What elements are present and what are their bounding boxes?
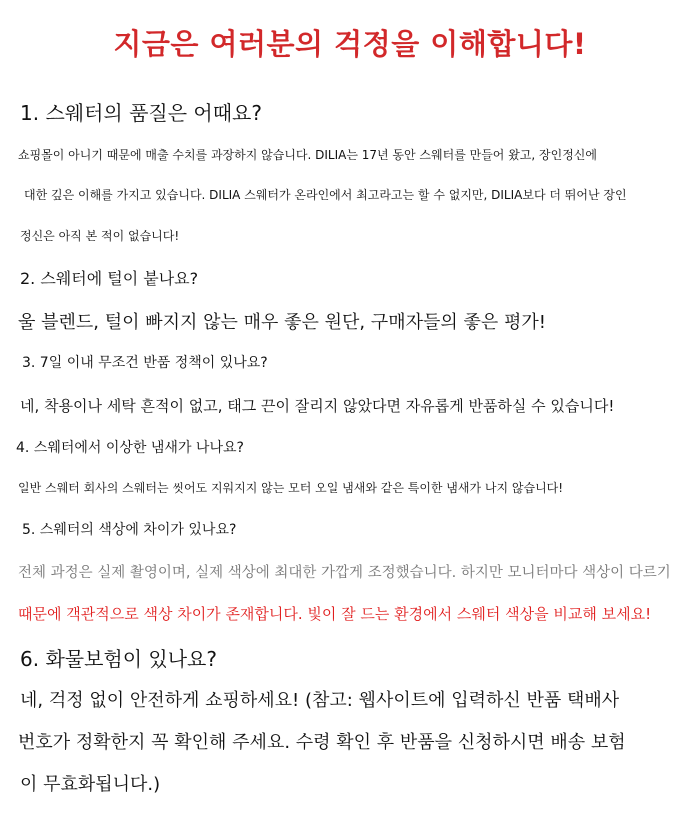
faq-answer-6-line-2: 번호가 정확한지 꼭 확인해 주세요. 수령 확인 후 반품을 신청하시면 배송 보험 [18,732,626,753]
faq-answer-1-line-2: 대한 깊은 이해를 가지고 있습니다. DILIA 스웨터가 온라인에서 최고라고는 할 수 없지만, DILIA보다 더 뛰어난 장인 [24,188,627,202]
faq-question-5: 5. 스웨터의 색상에 차이가 있나요? [22,522,237,538]
faq-question-3: 3. 7일 이내 무조건 반품 정책이 있나요? [22,355,268,371]
faq-answer-5-line-1: 전체 과정은 실제 촬영이며, 실제 색상에 최대한 가깝게 조정했습니다. 하지만 모니터마다 색상이 다르기 [18,565,671,581]
faq-answer-6-line-3: 이 무효화됩니다.) [20,774,161,795]
faq-answer-1-line-3: 정신은 아직 본 적이 없습니다! [20,229,180,243]
faq-question-6: 6. 화물보험이 있나요? [20,647,217,671]
faq-answer-2: 울 블렌드, 털이 빠지지 않는 매우 좋은 원단, 구매자들의 좋은 평가! [18,312,546,333]
faq-answer-3: 네, 착용이나 세탁 흔적이 없고, 태그 끈이 잘리지 않았다면 자유롭게 반품하실 수 있습니다! [20,397,615,415]
faq-question-4: 4. 스웨터에서 이상한 냄새가 나나요? [16,440,244,456]
faq-answer-1-line-1: 쇼핑몰이 아니기 때문에 매출 수치를 과장하지 않습니다. DILIA는 17년 동안 스웨터를 만들어 왔고, 장인정신에 [18,148,597,162]
faq-answer-4: 일반 스웨터 회사의 스웨터는 씻어도 지워지지 않는 모터 오일 냄새와 같은 특이한 냄새가 나지 않습니다! [18,481,564,495]
faq-question-2: 2. 스웨터에 털이 붙나요? [20,269,199,288]
faq-question-1: 1. 스웨터의 품질은 어때요? [20,101,262,125]
faq-answer-5-line-2: 때문에 객관적으로 색상 차이가 존재합니다. 빛이 잘 드는 환경에서 스웨터 색상을 비교해 보세요! [18,605,652,623]
page-title: 지금은 여러분의 걱정을 이해합니다! [113,27,587,61]
faq-answer-6-line-1: 네, 걱정 없이 안전하게 쇼핑하세요! (참고: 웹사이트에 입력하신 반품 택배사 [20,690,620,711]
